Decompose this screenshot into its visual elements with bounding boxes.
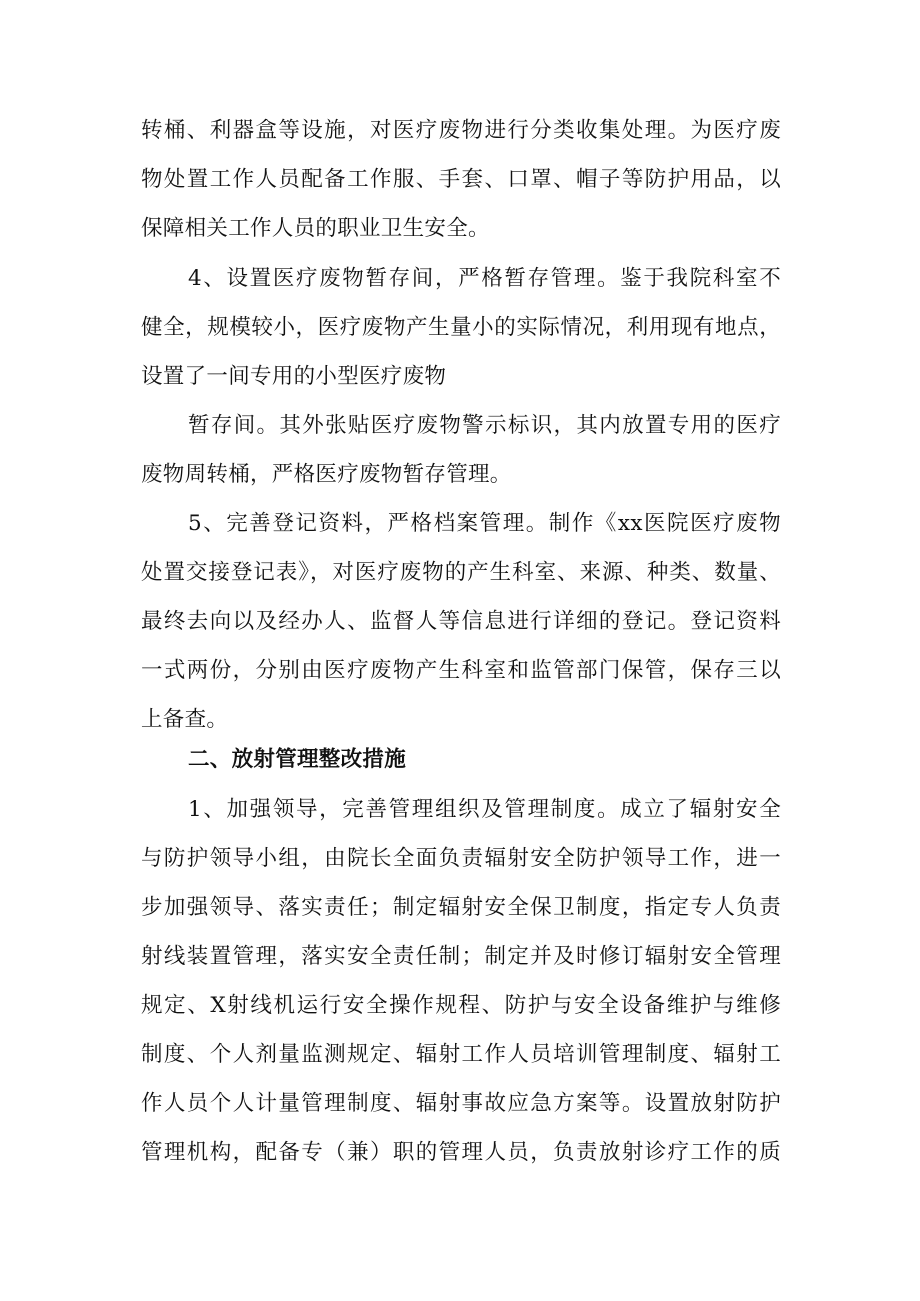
section-heading: 二、放射管理整改措施 <box>188 747 407 772</box>
text-line: 最终去向以及经办人、监督人等信息进行详细的登记。登记资料 <box>141 609 781 634</box>
paragraph-5-start: 5、完善登记资料，严格档案管理。制作《xx医院医疗废物 <box>188 511 781 536</box>
text-line: 上备查。 <box>141 707 229 732</box>
text-line: 处置交接登记表》，对医疗废物的产生科室、来源、种类、数量、 <box>141 560 781 585</box>
text-line: 保障相关工作人员的职业卫生安全。 <box>141 216 490 241</box>
paragraph-1-start: 1、加强领导，完善管理组织及管理制度。成立了辐射安全 <box>188 797 781 822</box>
text-line: 物处置工作人员配备工作服、手套、口罩、帽子等防护用品，以 <box>141 167 781 192</box>
text-line: 管理机构，配备专（兼）职的管理人员，负责放射诊疗工作的质 <box>141 1140 781 1165</box>
paragraph-4-start: 4、设置医疗废物暂存间，严格暂存管理。鉴于我院科室不 <box>188 266 781 291</box>
text-line: 制度、个人剂量监测规定、辐射工作人员培训管理制度、辐射工 <box>141 1042 781 1067</box>
text-line: 一式两份，分别由医疗废物产生科室和监管部门保管，保存三以 <box>141 658 781 683</box>
text-line: 健全，规模较小，医疗废物产生量小的实际情况，利用现有地点， <box>141 315 781 340</box>
text-line: 设置了一间专用的小型医疗废物 <box>141 364 447 389</box>
text-line: 与防护领导小组，由院长全面负责辐射安全防护领导工作，进一 <box>141 846 781 871</box>
text-line: 废物周转桶，严格医疗废物暂存管理。 <box>141 462 512 487</box>
text-line: 暂存间。其外张贴医疗废物警示标识，其内放置专用的医疗 <box>188 413 781 438</box>
text-line: 转桶、利器盒等设施，对医疗废物进行分类收集处理。为医疗废 <box>141 118 781 143</box>
text-line: 射线装置管理，落实安全责任制；制定并及时修订辐射安全管理 <box>141 944 781 969</box>
text-line: 步加强领导、落实责任；制定辐射安全保卫制度，指定专人负责 <box>141 895 781 920</box>
text-line: 作人员个人计量管理制度、辐射事故应急方案等。设置放射防护 <box>141 1091 781 1116</box>
text-line: 规定、X射线机运行安全操作规程、防护与安全设备维护与维修 <box>141 993 781 1018</box>
